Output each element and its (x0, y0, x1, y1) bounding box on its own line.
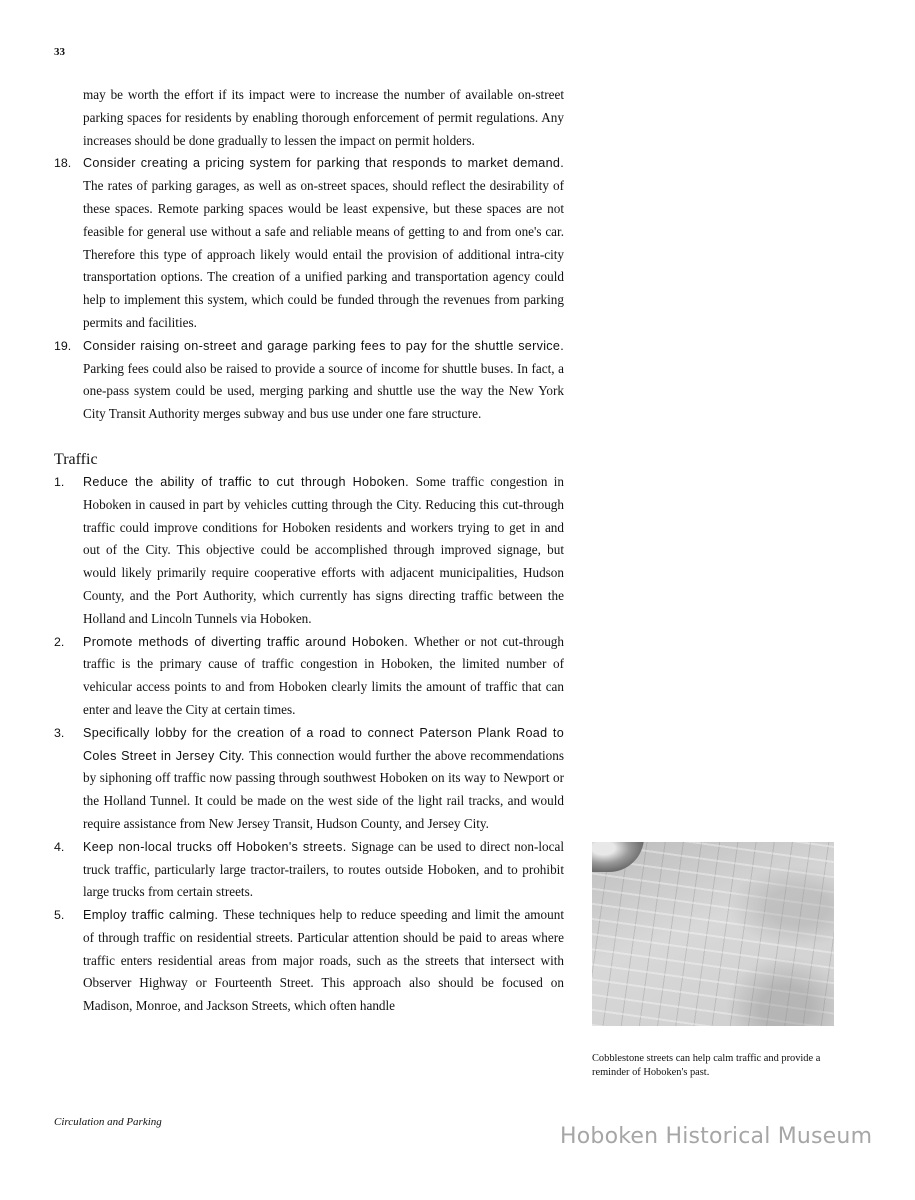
item-body: Some traffic congestion in Hoboken in caused in part by vehicles cutting through the City. Reducing this cut-through traffic could improve conditions for Hoboken residents and workers trying to get in and out of the City. This objective could be accomplished through improved signage, but would likely primarily require cooperative efforts with adjacent municipalities, Hudson County, and the Port Authority, which currently has signs directing traffic between the Holland and Lincoln Tunnels via Hoboken. (83, 473, 565, 626)
item-lead: Specifically lobby for the creation of a road to connect Paterson Plank Road to Coles Street in Jersey City. (83, 725, 564, 763)
section-heading-traffic: Traffic (54, 450, 98, 468)
item-lead: Reduce the ability of traffic to cut through Hoboken. (83, 474, 416, 489)
page-number: 33 (54, 46, 65, 58)
item-number: 1. (54, 474, 65, 489)
item-number: 3. (54, 725, 65, 740)
traffic-item-1 (54, 471, 564, 631)
photo-caption: Cobblestone streets can help calm traffic and provide a reminder of Hoboken's past. (592, 1053, 821, 1078)
item-lead: Employ traffic calming. (83, 908, 224, 923)
list-item-19 (54, 335, 564, 426)
main-text-column (54, 84, 564, 1018)
intro-paragraph: may be worth the effort if its impact were to increase the number of available on-street parking spaces for residents by enabling thorough enforcement of permit regulations. Any increases should be done gradually to lessen the impact on permit holders. (83, 87, 564, 148)
item-number: 19. (54, 338, 72, 353)
item-lead: Promote methods of diverting traffic around Hoboken. (83, 634, 414, 649)
museum-watermark: Hoboken Historical Museum (560, 1124, 873, 1149)
item-body: Signage can be used to direct non-local truck traffic, particularly large tractor-trailers, to routes outside Hoboken, and to prohibit large trucks from certain streets. (83, 838, 565, 900)
cobblestone-street-photo (592, 842, 834, 1026)
item-body: These techniques help to reduce speeding and limit the amount of through traffic on residential streets. Particular attention should be paid to areas where traffic enters residential areas from major roads, such as the streets that intersect with Observer Highway or Fourteenth Street. This approach also should be focused on Madison, Monroe, and Jackson Streets, which often handle (83, 907, 564, 1014)
item-body: Whether or not cut-through traffic is the primary cause of traffic congestion in Hoboken, the limited number of vehicular access points to and from Hoboken clearly limits the amount of traffic that can enter and leave the City at certain times. (83, 633, 564, 717)
item-body: This connection would further the above recommendations by siphoning off traffic now passing through southwest Hoboken on its way to Newport or the Holland Tunnel. It could be made on the west side of the light rail tracks, and would require assistance from New Jersey Transit, Hudson County, and Jersey City. (83, 747, 565, 831)
traffic-item-5 (54, 904, 564, 1018)
item-body: The rates of parking garages, as well as on-street spaces, should reflect the desirability of these spaces. Remote parking spaces would be least expensive, but these spaces are not feasible for general use without a safe and reliable means of getting to and from one's car. Therefore this type of approach likely would entail the provision of additional intra-city transportation options. The creation of a unified parking and transportation agency could help to implement this system, which could be funded through the revenues from parking permits and facilities. (83, 178, 564, 330)
traffic-item-4 (54, 836, 564, 904)
item-number: 2. (54, 634, 65, 649)
list-item-18 (54, 152, 564, 334)
running-footer: Circulation and Parking (54, 1116, 162, 1128)
traffic-item-3 (54, 722, 564, 836)
item-lead: Keep non-local trucks off Hoboken's streets. (83, 839, 352, 854)
item-number: 4. (54, 839, 65, 854)
item-lead: Consider creating a pricing system for parking that responds to market demand. (83, 156, 564, 171)
item-number: 18. (54, 156, 72, 171)
item-lead: Consider raising on-street and garage parking fees to pay for the shuttle service. (83, 338, 564, 353)
car-bumper-detail (592, 842, 644, 872)
item-number: 5. (54, 908, 65, 923)
traffic-item-2 (54, 631, 564, 722)
item-body: Parking fees could also be raised to provide a source of income for shuttle buses. In fact, a one-pass system could be used, merging parking and shuttle use the way the New York City Transit Authority merges subway and bus use under one fare structure. (83, 360, 564, 422)
